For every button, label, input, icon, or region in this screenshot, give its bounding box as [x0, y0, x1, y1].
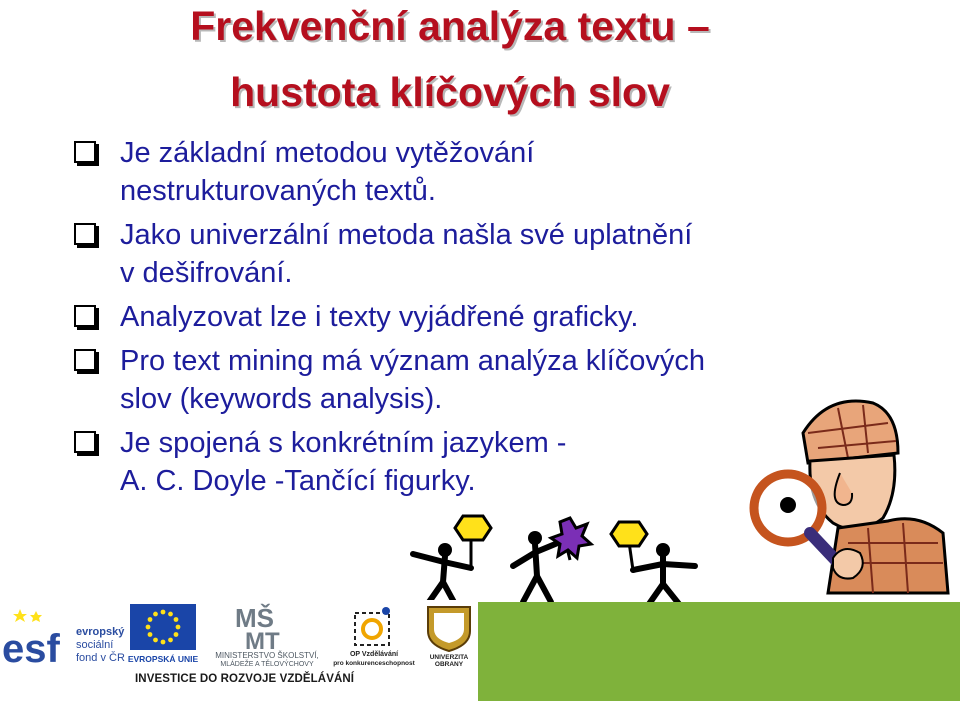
- op-line2: pro konkurenceschopnost: [333, 660, 415, 667]
- eu-star-icon: [161, 610, 166, 615]
- slide-title-line1: Frekvenční analýza textu –: [190, 3, 710, 49]
- eu-star-icon: [168, 638, 173, 643]
- eu-star-icon: [168, 612, 173, 617]
- eu-star-icon: [174, 632, 179, 637]
- eu-star-icon: [161, 640, 166, 645]
- bullet-text: Je spojená s konkrétním jazykem -: [120, 427, 567, 459]
- esf-small-line1: evropský: [76, 626, 125, 638]
- investice-text: INVESTICE DO ROZVOJE VZDĚLÁVÁNÍ: [135, 673, 355, 685]
- uo-line1: UNIVERZITA: [429, 654, 469, 661]
- op-line1: OP Vzdělávání: [349, 651, 399, 658]
- eu-star-icon: [153, 638, 158, 643]
- bullet-text: nestrukturovaných textů.: [120, 175, 436, 207]
- eu-star-icon: [174, 617, 179, 622]
- checkbox-square-icon: [74, 223, 96, 245]
- msmt-line1: MINISTERSTVO ŠKOLSTVÍ,: [215, 651, 319, 660]
- detective-magnifier-illustration: [748, 393, 953, 593]
- esf-small-line2: sociální: [76, 639, 114, 651]
- bullet-text: Je základní metodou vytěžování: [120, 137, 535, 169]
- eu-star-icon: [148, 617, 153, 622]
- eu-flag-logo: [126, 604, 200, 666]
- op-vzdelavani-logo: [333, 603, 415, 667]
- green-footer-bar: [478, 602, 960, 701]
- checkbox-square-icon: [74, 349, 96, 371]
- esf-big-text: esf: [2, 627, 60, 671]
- msmt-letters-bottom: MT: [245, 628, 280, 655]
- bullet-text: Jako univerzální metoda našla své uplatnění: [120, 219, 693, 251]
- checkbox-square-icon: [74, 431, 96, 453]
- msmt-line2: MLÁDEŽE A TĚLOVÝCHOVY: [220, 661, 314, 668]
- bullet-item-3: [68, 298, 848, 336]
- checkbox-square-icon: [74, 141, 96, 163]
- bullet-text: v dešifrování.: [120, 257, 293, 289]
- bullet-list: [68, 134, 848, 506]
- bullet-text: Analyzovat lze i texty vyjádřené graficky.: [120, 301, 639, 333]
- bullet-item-4: [68, 342, 848, 418]
- bullet-item-2: [68, 216, 848, 292]
- dancing-men-figures: [395, 510, 735, 610]
- bullet-text: Pro text mining má význam analýza klíčových: [120, 345, 706, 377]
- eu-star-icon: [146, 625, 151, 630]
- eu-star-icon: [153, 612, 158, 617]
- slide-title-line2: hustota klíčových slov: [230, 69, 670, 115]
- bullet-item-1: [68, 134, 848, 210]
- esf-logo: [2, 607, 125, 671]
- esf-small-line3: fond v ČR: [76, 652, 125, 664]
- uo-line2: OBRANY: [434, 661, 464, 668]
- eu-star-icon: [148, 632, 153, 637]
- checkbox-square-icon: [74, 305, 96, 327]
- univerzita-obrany-logo: [420, 603, 478, 667]
- msmt-letters-top: MŠ: [235, 603, 274, 633]
- eu-star-icon: [176, 625, 181, 630]
- bullet-text: slov (keywords analysis).: [120, 383, 443, 415]
- bullet-text: A. C. Doyle -Tančící figurky.: [120, 465, 476, 497]
- eu-label: EVROPSKÁ UNIE: [127, 654, 199, 664]
- bullet-item-5: [68, 424, 848, 500]
- msmt-logo: [205, 603, 330, 667]
